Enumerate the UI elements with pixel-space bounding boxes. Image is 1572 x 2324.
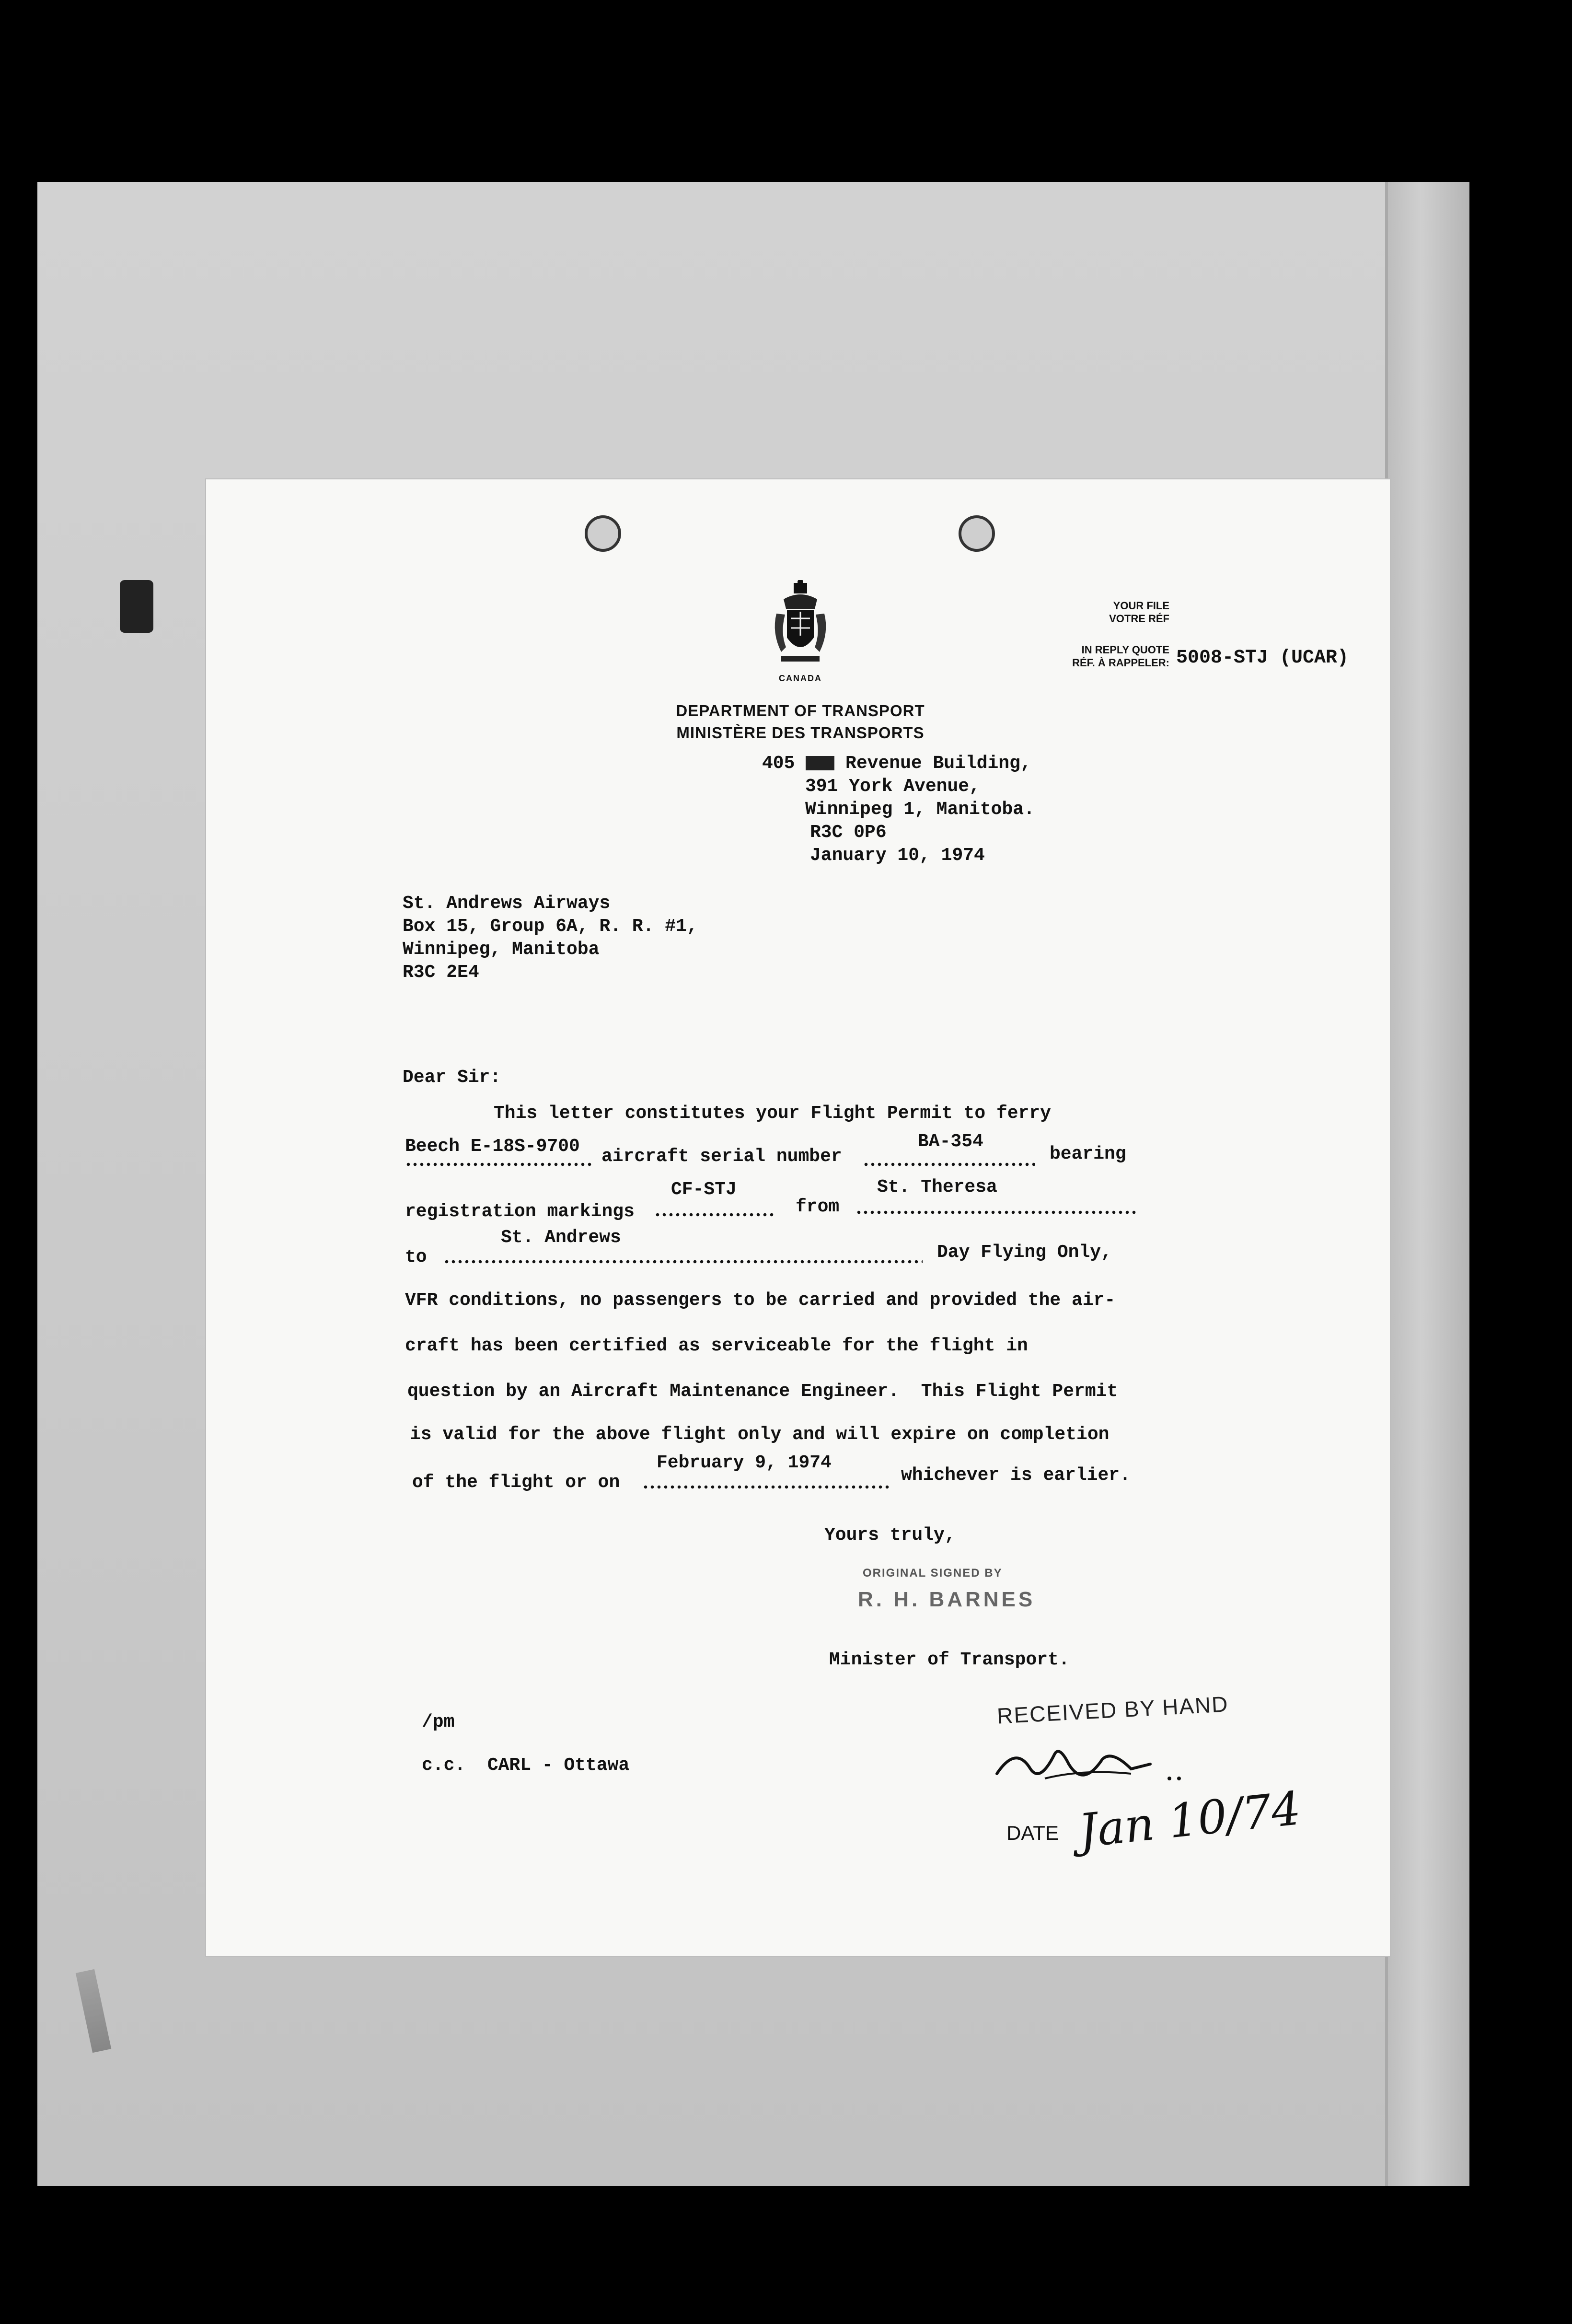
punch-hole-right xyxy=(959,515,995,552)
signature-stamp-line1: ORIGINAL SIGNED BY xyxy=(863,1567,1003,1580)
expiry-date: February 9, 1974 xyxy=(657,1452,832,1473)
typist-initials: /pm xyxy=(422,1712,455,1732)
reply-quote-row xyxy=(1030,643,1366,669)
valediction: Yours truly, xyxy=(824,1525,956,1545)
clip-mark xyxy=(120,580,153,633)
received-stamp: RECEIVED BY HAND xyxy=(996,1691,1229,1729)
sender-line1: Revenue Building, xyxy=(845,753,1031,774)
sender-line2: 391 York Avenue, xyxy=(805,776,980,797)
your-file-label xyxy=(1030,599,1169,625)
sender-line4: R3C 0P6 xyxy=(810,822,887,843)
text-day-flying: Day Flying Only, xyxy=(937,1242,1112,1263)
reply-quote-label-en: IN REPLY QUOTE xyxy=(1081,644,1169,656)
body-line1: This letter constitutes your Flight Permit to ferry xyxy=(494,1103,1051,1124)
serial-number: BA-354 xyxy=(918,1131,983,1152)
dotted-leader xyxy=(405,1162,592,1166)
reference-block xyxy=(1030,599,1366,669)
reply-quote-label xyxy=(1030,643,1169,669)
text-of-flight: of the flight or on xyxy=(412,1472,620,1493)
binder-strip xyxy=(1385,182,1469,2186)
to-location: St. Andrews xyxy=(501,1227,621,1248)
letter-date: January 10, 1974 xyxy=(810,845,985,866)
letterhead-department xyxy=(666,700,935,744)
handwritten-signature xyxy=(987,1735,1265,1793)
registration-marking: CF-STJ xyxy=(671,1179,737,1200)
sender-address xyxy=(762,753,1031,775)
receipt-date-label: DATE xyxy=(1006,1822,1059,1844)
body-line5: VFR conditions, no passengers to be carried and provided the air- xyxy=(405,1290,1116,1311)
aircraft-model: Beech E-18S-9700 xyxy=(405,1136,580,1157)
recipient-line3: Winnipeg, Manitoba xyxy=(403,939,600,960)
signature-stamp-line2: R. H. BARNES xyxy=(858,1588,1036,1611)
body-line8: is valid for the above flight only and will expire on completion xyxy=(410,1424,1110,1445)
body-line7: question by an Aircraft Maintenance Engineer. This Flight Permit xyxy=(407,1381,1118,1402)
your-file-label-en: YOUR FILE xyxy=(1113,600,1169,612)
dotted-leader xyxy=(855,1210,1136,1214)
recipient-line4: R3C 2E4 xyxy=(403,962,479,983)
text-from: from xyxy=(796,1197,840,1217)
text-whichever: whichever is earlier. xyxy=(901,1465,1131,1486)
sender-room: 405 xyxy=(762,753,795,774)
canada-crest-icon xyxy=(767,580,834,671)
dotted-leader xyxy=(642,1485,891,1489)
recipient-line1: St. Andrews Airways xyxy=(403,893,611,914)
your-file-label-fr: VOTRE RÉF xyxy=(1109,613,1169,625)
text-to: to xyxy=(405,1247,427,1267)
signatory-title: Minister of Transport. xyxy=(829,1650,1070,1670)
punch-hole-left xyxy=(585,515,621,552)
department-english: DEPARTMENT OF TRANSPORT xyxy=(676,702,925,720)
crest-caption: CANADA xyxy=(779,674,822,683)
dotted-leader xyxy=(443,1260,923,1264)
dotted-leader xyxy=(863,1162,1035,1166)
carbon-copy: c.c. CARL - Ottawa xyxy=(422,1755,630,1776)
text-registration: registration markings xyxy=(405,1201,635,1222)
from-location: St. Theresa xyxy=(877,1177,997,1197)
text-serial: aircraft serial number xyxy=(601,1146,842,1167)
receipt-handwritten-date: Jan 10/74 xyxy=(1076,1781,1304,1858)
sender-line3: Winnipeg 1, Manitoba. xyxy=(805,799,1035,820)
dotted-leader xyxy=(654,1213,774,1217)
recipient-line2: Box 15, Group 6A, R. R. #1, xyxy=(403,916,698,937)
salutation: Dear Sir: xyxy=(403,1067,501,1088)
reply-quote-label-fr: RÉF. À RAPPELER: xyxy=(1072,657,1169,669)
reply-quote-value: 5008-STJ (UCAR) xyxy=(1176,647,1349,669)
text-bearing: bearing xyxy=(1050,1144,1126,1164)
struck-text-mark xyxy=(806,756,834,770)
body-line6: craft has been certified as serviceable for the flight in xyxy=(405,1336,1028,1356)
department-french: MINISTÈRE DES TRANSPORTS xyxy=(676,724,925,742)
